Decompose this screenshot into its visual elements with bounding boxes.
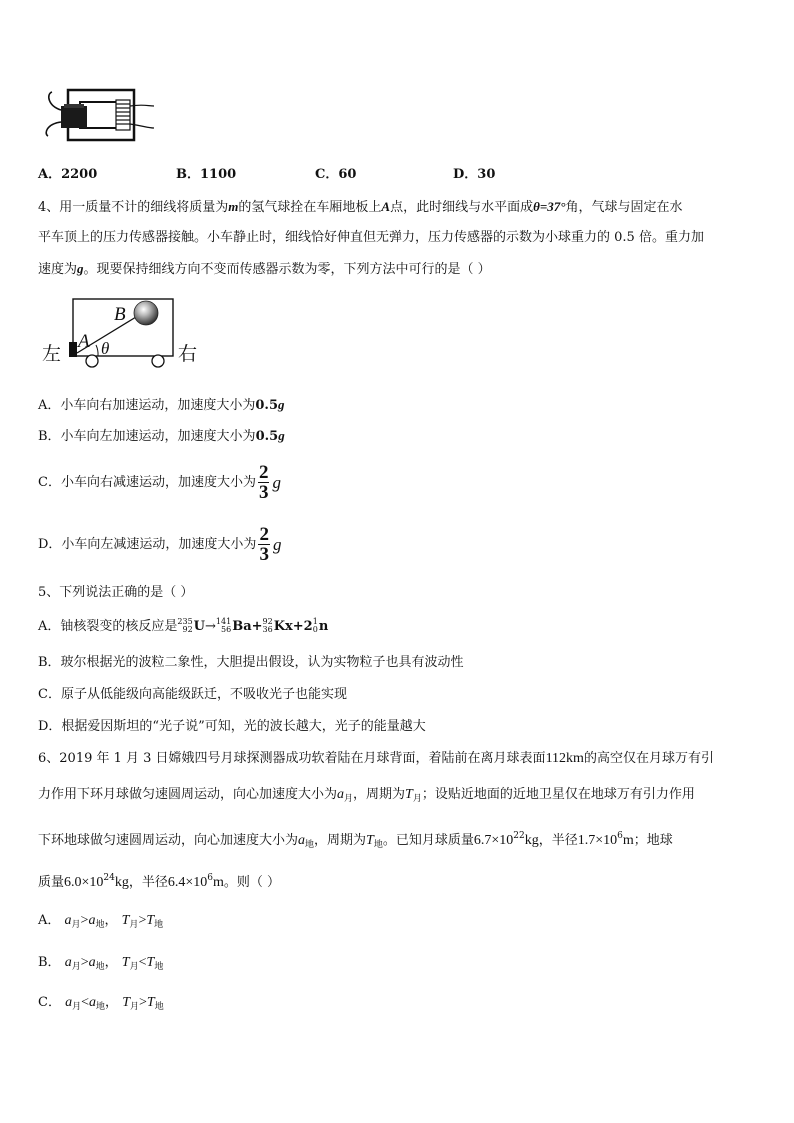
q5-option-a: A．铀核裂变的核反应是 235 92 U → 141 56 Ba + 92 36 Kx +2 1 0 n [38, 617, 329, 634]
q3-option-d: D．30 [453, 167, 496, 182]
nuclide-neutron: 1 0 n [312, 617, 329, 634]
transformer-figure [44, 84, 156, 146]
q4-line-1: 4、用一质量不计的细线将质量为m的氢气球拴在车厢地板上A点，此时细线与水平面成θ=37°角，气球与固定在水 [38, 199, 683, 215]
q5-option-c: C．原子从低能级向高能级跃迁，不吸收光子也能实现 [38, 687, 347, 702]
q6-option-b: B． $a_月>a_地$， $T_月<T_地$ [38, 955, 164, 972]
q6-line-3: 下环地球做匀速圆周运动，向心加速度大小为$a_地$，周期为$T_地$。已知月球质量$6.7\times 10^{22}kg$，半径$1.7\times 10^6m$；地球 [38, 831, 673, 850]
q4-option-a: A．小车向右加速运动，加速度大小为0.5g [38, 397, 285, 413]
q4-line-3: 速度为g。现要保持细线方向不变而传感器示数为零，下列方法中可行的是（ ） [38, 261, 491, 277]
q4-line-2: 平车顶上的压力传感器接触。小车静止时，细线恰好伸直但无弹力，压力传感器的示数为小球重力的 0.5 倍。重力加 [38, 230, 704, 245]
q3-option-c: C．60 [315, 167, 357, 182]
cart-figure [40, 295, 210, 370]
q4-option-d: D．小车向左减速运动，加速度大小为 $\frac{2}{3}$ g [38, 523, 282, 565]
cart-label-b: B [114, 304, 126, 325]
cart-label-right: 右 [178, 343, 198, 365]
q3-option-b: B．1100 [176, 167, 237, 182]
cart-label-a: A [78, 331, 90, 352]
fraction-two-thirds: $\frac{2}{3}$ [259, 523, 269, 565]
fraction-two-thirds: $\frac{2}{3}$ [258, 461, 269, 503]
nuclide-uranium: 235 92 U [177, 617, 206, 634]
q6-line-1: 6、2019 年 1 月 3 日嫦娥四号月球探测器成功软着陆在月球背面，着陆前在离月球表面112km的高空仅在月球万有引 [38, 751, 714, 766]
q5-stem: 5、下列说法正确的是（ ） [38, 585, 194, 600]
cart-label-theta: θ [101, 339, 110, 358]
q4-option-b: B．小车向左加速运动，加速度大小为0.5g [38, 428, 285, 444]
q6-line-4: 质量$6.0\times 10^{24}kg$，半径$6.4\times 10^6m$。则（ ） [38, 873, 281, 890]
cart-label-left: 左 [42, 343, 62, 365]
nuclide-barium: 141 56 Ba [215, 617, 252, 634]
q6-option-a: A． $a_月>a_地$， $T_月>T_地$ [38, 913, 164, 930]
q5-option-b: B．玻尔根据光的波粒二象性，大胆提出假设，认为实物粒子也具有波动性 [38, 655, 464, 670]
q6-line-2: 力作用下环月球做匀速圆周运动，向心加速度大小为$a_月$，周期为$T_月$；设贴近地面的近地卫星仅在地球万有引力作用 [38, 787, 695, 804]
q4-option-c: C．小车向右减速运动，加速度大小为 $\frac{2}{3}$ g [38, 461, 281, 503]
q3-option-a: A．2200 [38, 167, 98, 182]
q6-option-c: C． $a_月<a_地$， $T_月>T_地$ [38, 995, 164, 1012]
q5-option-d: D．根据爱因斯坦的“光子说”可知，光的波长越大，光子的能量越大 [38, 719, 426, 734]
nuclide-krypton: 92 36 Kx [262, 617, 293, 634]
